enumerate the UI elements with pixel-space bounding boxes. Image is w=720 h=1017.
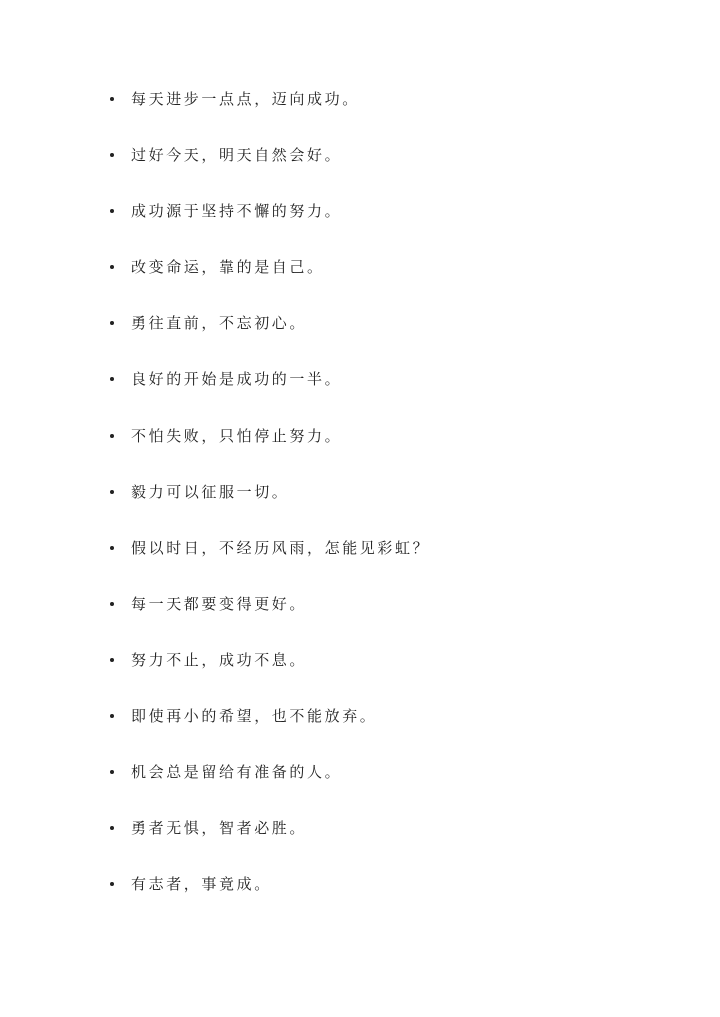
quote-text: 不怕失败，只怕停止努力。 <box>131 426 343 445</box>
bullet-icon <box>110 153 114 157</box>
bullet-icon <box>110 490 114 494</box>
list-item <box>110 308 430 364</box>
list-item <box>110 140 430 196</box>
bullet-icon <box>110 546 114 550</box>
bullet-icon <box>110 714 114 718</box>
bullet-icon <box>110 882 114 886</box>
quote-text: 即使再小的希望，也不能放弃。 <box>131 707 378 726</box>
quote-text: 毅力可以征服一切。 <box>131 482 290 501</box>
list-item <box>110 701 430 757</box>
quote-text: 努力不止，成功不息。 <box>131 650 308 669</box>
list-item <box>110 813 430 869</box>
bullet-icon <box>110 377 114 381</box>
list-item <box>110 252 430 308</box>
quote-text: 每天进步一点点，迈向成功。 <box>131 90 360 108</box>
quote-text: 机会总是留给有准备的人。 <box>131 763 343 782</box>
list-item <box>110 196 430 252</box>
quote-text: 有志者，事竟成。 <box>131 875 272 894</box>
bullet-icon <box>110 97 114 101</box>
quote-text: 勇往直前，不忘初心。 <box>131 314 308 333</box>
quote-text: 每一天都要变得更好。 <box>131 594 308 613</box>
quote-list <box>110 84 430 925</box>
bullet-icon <box>110 826 114 830</box>
list-item <box>110 364 430 420</box>
quote-text: 成功源于坚持不懈的努力。 <box>131 202 343 221</box>
list-item <box>110 869 430 925</box>
quote-text: 假以时日，不经历风雨，怎能见彩虹？ <box>131 538 431 557</box>
bullet-icon <box>110 321 114 325</box>
list-item <box>110 84 430 140</box>
quote-text: 良好的开始是成功的一半。 <box>131 370 343 389</box>
quote-text: 改变命运，靠的是自己。 <box>131 258 325 277</box>
bullet-icon <box>110 434 114 438</box>
bullet-icon <box>110 265 114 269</box>
bullet-icon <box>110 658 114 662</box>
bullet-icon <box>110 209 114 213</box>
list-item <box>110 757 430 813</box>
list-item <box>110 421 430 477</box>
quote-text: 过好今天，明天自然会好。 <box>131 146 343 165</box>
bullet-icon <box>110 602 114 606</box>
list-item <box>110 477 430 533</box>
list-item <box>110 589 430 645</box>
bullet-icon <box>110 770 114 774</box>
quote-text: 勇者无惧，智者必胜。 <box>131 819 308 838</box>
list-item <box>110 645 430 701</box>
list-item <box>110 533 430 589</box>
